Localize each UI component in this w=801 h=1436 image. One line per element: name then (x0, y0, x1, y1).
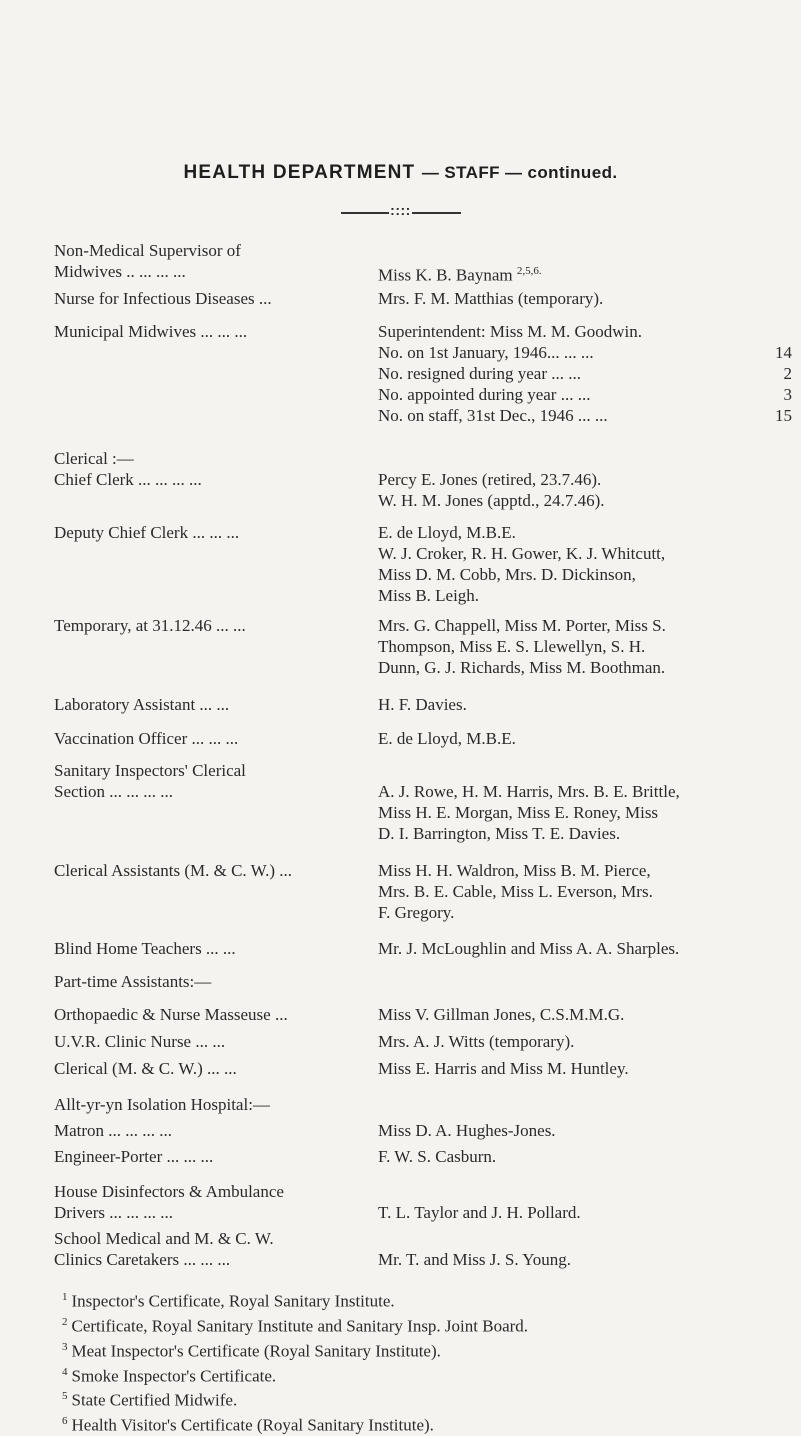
footnote-item: $^2$ Certificate, Royal Sanitary Institute and Sanitary Insp. Joint Board. (62, 1315, 529, 1336)
midwives-count-row: No. appointed during year ... ... 3 (378, 385, 792, 404)
row-value-line: Miss K. B. Baynam (378, 265, 513, 285)
midwives-count-row: No. on staff, 31st Dec., 1946 ... ... 15 (378, 406, 792, 425)
row-value-line: Thompson, Miss E. S. Llewellyn, S. H. (378, 637, 646, 656)
footnotes (62, 1287, 528, 1436)
footnote-item: $^3$ Meat Inspector's Certificate (Royal Sanitary Institute). (62, 1340, 441, 1361)
midwives-count-row: No. resigned during year ... ... 2 (378, 364, 792, 383)
row-value-line: W. H. M. Jones (apptd., 24.7.46). (378, 491, 605, 510)
page-heading (0, 162, 801, 184)
row-value-line: Superintendent: Miss M. M. Goodwin. (378, 322, 642, 341)
row-label-line: Clerical Assistants (M. & C. W.) ... (54, 861, 292, 880)
row-value-line: Miss D. M. Cobb, Mrs. D. Dickinson, (378, 565, 636, 584)
heading-continued: — STAFF — continued. (421, 163, 618, 182)
footnote-ref: 2,5,6. (516, 265, 542, 277)
row-label-line: Orthopaedic & Nurse Masseuse ... (54, 1005, 288, 1024)
footnote-item: $^6$ Health Visitor's Certificate (Royal Sanitary Institute). (62, 1415, 434, 1435)
row-label-line: Section ... ... ... ... (54, 782, 173, 801)
row-value-line: A. J. Rowe, H. M. Harris, Mrs. B. E. Brittle, (378, 782, 680, 801)
row-value-line: Percy E. Jones (retired, 23.7.46). (378, 470, 602, 489)
row-value-line: H. F. Davies. (378, 695, 467, 714)
row-value-line: Mrs. A. J. Witts (temporary). (378, 1032, 575, 1051)
row-value-line: Mrs. B. E. Cable, Miss L. Everson, Mrs. (378, 882, 653, 901)
row-label-line: Nurse for Infectious Diseases ... (54, 289, 272, 308)
footnote-item: $^1$ Inspector's Certificate, Royal Sanitary Institute. (62, 1291, 395, 1311)
row-value-line: Miss E. Harris and Miss M. Huntley. (378, 1059, 629, 1078)
row-label-line: Engineer-Porter ... ... ... (54, 1147, 214, 1166)
row-label-line: Sanitary Inspectors' Clerical (54, 761, 246, 780)
row-label-line: Deputy Chief Clerk ... ... ... (54, 523, 240, 542)
heading-title: HEALTH DEPARTMENT (183, 162, 416, 183)
row-value-line: D. I. Barrington, Miss T. E. Davies. (378, 824, 621, 843)
row-label-line: Municipal Midwives ... ... ... (54, 322, 248, 341)
row-label-line: Laboratory Assistant ... ... (54, 695, 230, 714)
row-value-line: Miss B. Leigh. (378, 586, 480, 605)
row-value-line: F. Gregory. (378, 903, 455, 922)
row-value-line: E. de Lloyd, M.B.E. (378, 729, 516, 748)
row-label-line: Clerical :— (54, 449, 134, 468)
row-label-line: Drivers ... ... ... ... (54, 1203, 173, 1222)
row-label-line: Midwives .. ... ... ... (54, 262, 186, 281)
footnote-item: $^4$ Smoke Inspector's Certificate. (62, 1365, 277, 1386)
footnote-item: $^5$ State Certified Midwife. (62, 1390, 238, 1411)
divider-ornament: :::: (390, 202, 411, 218)
row-value-line: Miss V. Gillman Jones, C.S.M.M.G. (378, 1005, 625, 1024)
row-value-line: Miss H. H. Waldron, Miss B. M. Pierce, (378, 861, 651, 880)
row-value-line: T. L. Taylor and J. H. Pollard. (378, 1203, 581, 1222)
row-value-line: Miss D. A. Hughes-Jones. (378, 1121, 556, 1140)
row-label-line: Non-Medical Supervisor of (54, 241, 241, 260)
row-label-line: Allt-yr-yn Isolation Hospital:— (54, 1095, 270, 1114)
row-label-line: Vaccination Officer ... ... ... (54, 729, 239, 748)
row-label-line: Temporary, at 31.12.46 ... ... (54, 616, 246, 635)
row-value-line: Mrs. G. Chappell, Miss M. Porter, Miss S. (378, 616, 666, 635)
row-label-line: School Medical and M. & C. W. (54, 1229, 274, 1248)
row-label-line: Clerical (M. & C. W.) ... ... (54, 1059, 237, 1078)
row-label-line: Matron ... ... ... ... (54, 1121, 173, 1140)
row-value-line: Mrs. F. M. Matthias (temporary). (378, 289, 604, 308)
row-label-line: U.V.R. Clinic Nurse ... ... (54, 1032, 226, 1051)
row-value-line: E. de Lloyd, M.B.E. (378, 523, 516, 542)
row-label-line: Part-time Assistants:— (54, 972, 212, 991)
row-value-line: Mr. T. and Miss J. S. Young. (378, 1250, 572, 1269)
row-value-line: Miss H. E. Morgan, Miss E. Roney, Miss (378, 803, 659, 822)
row-value-line: F. W. S. Casburn. (378, 1147, 497, 1166)
row-label-line: Chief Clerk ... ... ... ... (54, 470, 202, 489)
midwives-count-row: No. on 1st January, 1946... ... ... 14 (378, 343, 792, 362)
row-label-line: Blind Home Teachers ... ... (54, 939, 236, 958)
row-label-line: Clinics Caretakers ... ... ... (54, 1250, 231, 1269)
row-value-line: W. J. Croker, R. H. Gower, K. J. Whitcutt, (378, 544, 666, 563)
row-label-line: House Disinfectors & Ambulance (54, 1182, 284, 1201)
row-value-line: Dunn, G. J. Richards, Miss M. Boothman. (378, 658, 666, 677)
row-value-line: Mr. J. McLoughlin and Miss A. A. Sharples. (378, 939, 680, 958)
